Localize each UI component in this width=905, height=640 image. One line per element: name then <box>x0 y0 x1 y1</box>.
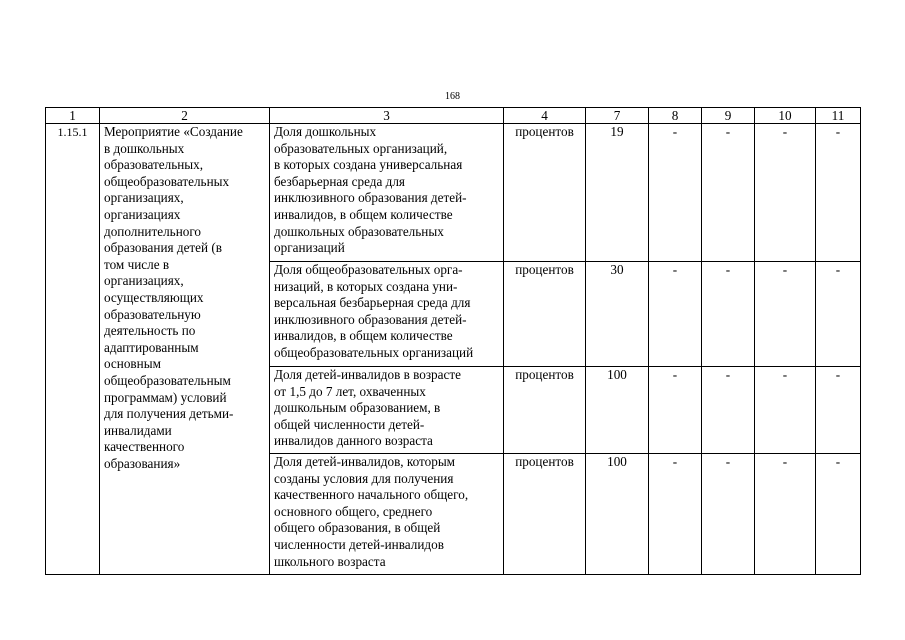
header-col-1: 1 <box>46 108 100 124</box>
indicator-text: Доля общеобразовательных орга- низаций, в которых создана уни- версальная безбарьерная среда для инклюзивного образования детей- инвалидов, в общем количестве общеобразовательных организаций <box>270 262 504 367</box>
value-col-8: - <box>649 454 702 575</box>
header-col-2: 2 <box>100 108 270 124</box>
indicator-text: Доля дошкольных образовательных организаций, в которых создана универсальная безбарьерная среда для инклюзивного образования детей- инвалидов, в общем количестве дошкольных образовательных организаций <box>270 124 504 262</box>
unit-cell: процентов <box>504 124 586 262</box>
value-col-10: - <box>755 367 816 454</box>
page-number: 168 <box>445 91 460 102</box>
header-col-10: 10 <box>755 108 816 124</box>
unit-cell: процентов <box>504 454 586 575</box>
value-col-10: - <box>755 262 816 367</box>
header-col-4: 4 <box>504 108 586 124</box>
item-name: Мероприятие «Создание в дошкольных образовательных, общеобразовательных организациях, организациях дополнительного образования детей (в том числе в организациях, осуществляющих образовательную деятельность по адаптированным основным общеобразовательным программам) условий для получения детьми- инвалидами качественного образования» <box>100 124 270 575</box>
header-col-3: 3 <box>270 108 504 124</box>
unit-cell: процентов <box>504 367 586 454</box>
value-col-11: - <box>816 262 861 367</box>
header-col-9: 9 <box>702 108 755 124</box>
header-col-11: 11 <box>816 108 861 124</box>
table-row <box>46 124 861 262</box>
value-col-7: 30 <box>586 262 649 367</box>
indicator-text: Доля детей-инвалидов, которым созданы условия для получения качественного начального общего, основного общего, среднего общего образования, в общей численности детей-инвалидов школьного возраста <box>270 454 504 575</box>
value-col-10: - <box>755 454 816 575</box>
value-col-9: - <box>702 124 755 262</box>
value-col-9: - <box>702 367 755 454</box>
value-col-9: - <box>702 454 755 575</box>
value-col-8: - <box>649 367 702 454</box>
value-col-8: - <box>649 124 702 262</box>
value-col-10: - <box>755 124 816 262</box>
header-col-7: 7 <box>586 108 649 124</box>
indicator-text: Доля детей-инвалидов в возрасте от 1,5 до 7 лет, охваченных дошкольным образованием, в общей численности детей- инвалидов данного возраста <box>270 367 504 454</box>
item-number: 1.15.1 <box>46 124 100 575</box>
value-col-11: - <box>816 124 861 262</box>
value-col-11: - <box>816 454 861 575</box>
table-header-row <box>46 108 861 124</box>
value-col-7: 19 <box>586 124 649 262</box>
value-col-9: - <box>702 262 755 367</box>
value-col-7: 100 <box>586 454 649 575</box>
value-col-11: - <box>816 367 861 454</box>
value-col-7: 100 <box>586 367 649 454</box>
header-col-8: 8 <box>649 108 702 124</box>
value-col-8: - <box>649 262 702 367</box>
unit-cell: процентов <box>504 262 586 367</box>
indicators-table <box>45 107 861 575</box>
